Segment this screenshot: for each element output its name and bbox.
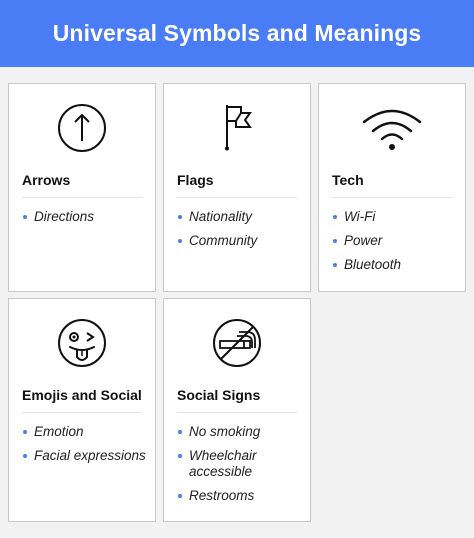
card-tech [318,83,466,292]
list-item: Facial expressions [22,448,149,464]
divider [177,197,297,198]
card-title: Flags [177,172,214,188]
list-item: Restrooms [177,488,304,504]
card-flags [163,83,311,292]
winking-tongue-emoji-icon [56,317,108,369]
divider [332,197,452,198]
item-list [22,424,149,472]
card-arrows [8,83,156,292]
page-title: Universal Symbols and Meanings [52,20,422,46]
list-item: Nationality [177,209,304,225]
wifi-icon [360,102,424,154]
card-social-signs [163,298,311,522]
item-list [332,209,459,281]
card-title: Tech [332,172,364,188]
list-item: Bluetooth [332,257,459,273]
list-item: Wi-Fi [332,209,459,225]
card-title: Social Signs [177,387,261,403]
card-title: Arrows [22,172,71,188]
card-title: Emojis and Social [22,387,142,403]
list-item: No smoking [177,424,304,440]
divider [22,412,142,413]
card-emojis-and-social [8,298,156,522]
list-item: Emotion [22,424,149,440]
flag-icon [211,102,263,154]
divider [22,197,142,198]
item-list [22,209,149,233]
list-item: Community [177,233,304,249]
arrow-up-circle-icon [56,102,108,154]
list-item: Wheelchair accessible [177,448,304,480]
divider [177,412,297,413]
list-item: Directions [22,209,149,225]
item-list [177,209,304,257]
item-list [177,424,304,512]
page-header [0,0,474,67]
no-smoking-icon [211,317,263,369]
list-item: Power [332,233,459,249]
